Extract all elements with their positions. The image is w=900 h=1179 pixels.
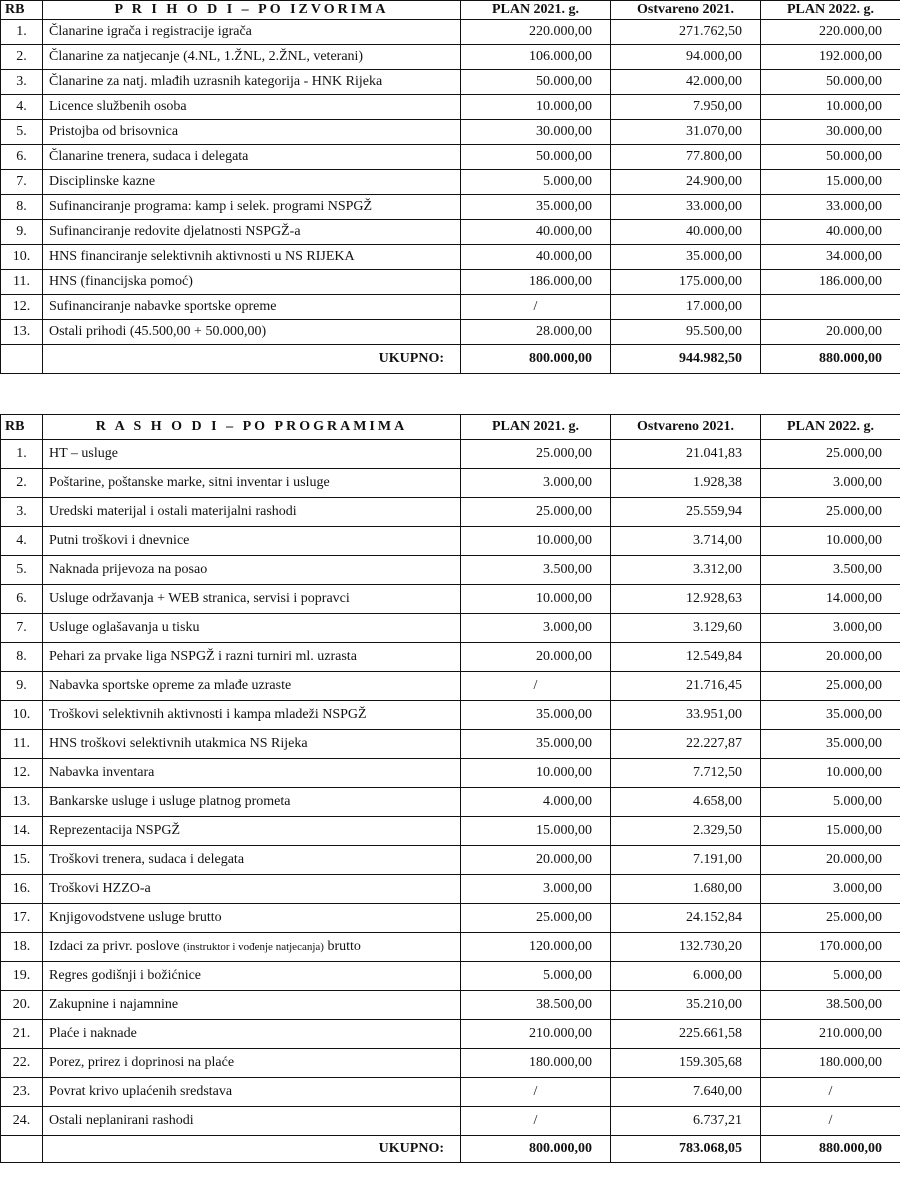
header-ostvareno2021: Ostvareno 2021. (611, 415, 761, 440)
cell-plan2022: 170.000,00 (761, 933, 900, 962)
cell-plan2021: / (461, 295, 611, 320)
cell-rb: 16. (1, 875, 43, 904)
description-main: Izdaci za privr. poslove (49, 939, 180, 954)
cell-ostvareno2021: 7.191,00 (611, 846, 761, 875)
cell-ostvareno2021: 132.730,20 (611, 933, 761, 962)
cell-plan2022: 10.000,00 (761, 95, 900, 120)
cell-description: Članarine igrača i registracije igrača (43, 20, 461, 45)
cell-description: HNS financiranje selektivnih aktivnosti u NS RIJEKA (43, 245, 461, 270)
table-row (1, 1107, 900, 1136)
cell-description: Ostali neplanirani rashodi (43, 1107, 461, 1136)
cell-rb: 2. (1, 45, 43, 70)
cell-plan2021: 40.000,00 (461, 245, 611, 270)
description-tail: brutto (327, 939, 361, 954)
prihodi-table (0, 0, 900, 374)
cell-description: Povrat krivo uplaćenih sredstava (43, 1078, 461, 1107)
cell-rb: 12. (1, 759, 43, 788)
cell-plan2021: 50.000,00 (461, 145, 611, 170)
cell-plan2021: 3.000,00 (461, 469, 611, 498)
cell-description: Knjigovodstvene usluge brutto (43, 904, 461, 933)
cell-plan2021: / (461, 1107, 611, 1136)
table-row (1, 788, 900, 817)
cell-plan2021: 35.000,00 (461, 730, 611, 759)
table-row (1, 527, 900, 556)
cell-description: Troškovi HZZO-a (43, 875, 461, 904)
header-title: R A S H O D I – PO PROGRAMIMA (43, 415, 461, 440)
cell-description: Reprezentacija NSPGŽ (43, 817, 461, 846)
cell-rb: 7. (1, 614, 43, 643)
cell-description: HT – usluge (43, 440, 461, 469)
cell-plan2021: 15.000,00 (461, 817, 611, 846)
cell-description: Troškovi trenera, sudaca i delegata (43, 846, 461, 875)
total-ostvareno2021: 783.068,05 (611, 1136, 761, 1163)
cell-plan2022: 25.000,00 (761, 672, 900, 701)
cell-rb: 15. (1, 846, 43, 875)
cell-ostvareno2021: 94.000,00 (611, 45, 761, 70)
cell-rb: 9. (1, 672, 43, 701)
cell-rb: 8. (1, 643, 43, 672)
cell-rb: 13. (1, 788, 43, 817)
cell-plan2022: 3.000,00 (761, 614, 900, 643)
cell-plan2022: 20.000,00 (761, 846, 900, 875)
cell-plan2022: 210.000,00 (761, 1020, 900, 1049)
cell-plan2022: 14.000,00 (761, 585, 900, 614)
cell-ostvareno2021: 77.800,00 (611, 145, 761, 170)
header-plan2021: PLAN 2021. g. (461, 1, 611, 20)
cell-plan2022: 30.000,00 (761, 120, 900, 145)
table-row (1, 469, 900, 498)
header-plan2022: PLAN 2022. g. (761, 1, 900, 20)
header-rb: RB (1, 1, 43, 20)
cell-plan2021: 10.000,00 (461, 527, 611, 556)
cell-plan2022: 10.000,00 (761, 759, 900, 788)
cell-ostvareno2021: 12.549,84 (611, 643, 761, 672)
cell-description: HNS (financijska pomoć) (43, 270, 461, 295)
cell-plan2022: 186.000,00 (761, 270, 900, 295)
cell-ostvareno2021: 225.661,58 (611, 1020, 761, 1049)
table-row (1, 817, 900, 846)
cell-ostvareno2021: 42.000,00 (611, 70, 761, 95)
cell-plan2021: 106.000,00 (461, 45, 611, 70)
cell-rb: 13. (1, 320, 43, 345)
table-row (1, 120, 900, 145)
table-row (1, 991, 900, 1020)
cell-ostvareno2021: 25.559,94 (611, 498, 761, 527)
cell-rb: 5. (1, 120, 43, 145)
cell-rb: 22. (1, 1049, 43, 1078)
cell-description: HNS troškovi selektivnih utakmica NS Rijeka (43, 730, 461, 759)
table-row (1, 270, 900, 295)
total-row (1, 1136, 900, 1163)
cell-rb: 12. (1, 295, 43, 320)
cell-ostvareno2021: 35.210,00 (611, 991, 761, 1020)
cell-plan2021: 186.000,00 (461, 270, 611, 295)
cell-rb: 17. (1, 904, 43, 933)
cell-ostvareno2021: 12.928,63 (611, 585, 761, 614)
table-row (1, 20, 900, 45)
cell-ostvareno2021: 35.000,00 (611, 245, 761, 270)
cell-plan2022: 192.000,00 (761, 45, 900, 70)
table-row (1, 1020, 900, 1049)
cell-rb: 10. (1, 701, 43, 730)
table-row (1, 846, 900, 875)
table-row (1, 875, 900, 904)
cell-plan2021: 120.000,00 (461, 933, 611, 962)
cell-plan2021: 30.000,00 (461, 120, 611, 145)
cell-plan2022: 220.000,00 (761, 20, 900, 45)
cell-plan2022: 15.000,00 (761, 817, 900, 846)
cell-description (43, 933, 461, 962)
header-plan2021: PLAN 2021. g. (461, 415, 611, 440)
table-row (1, 1078, 900, 1107)
cell-plan2021: 220.000,00 (461, 20, 611, 45)
total-ostvareno2021: 944.982,50 (611, 345, 761, 374)
cell-plan2022: 38.500,00 (761, 991, 900, 1020)
total-empty-cell (1, 1136, 43, 1163)
cell-description: Sufinanciranje programa: kamp i selek. programi NSPGŽ (43, 195, 461, 220)
cell-plan2022: 40.000,00 (761, 220, 900, 245)
header-title: P R I H O D I – PO IZVORIMA (43, 1, 461, 20)
cell-ostvareno2021: 17.000,00 (611, 295, 761, 320)
cell-plan2022: 3.000,00 (761, 469, 900, 498)
cell-rb: 3. (1, 70, 43, 95)
cell-description: Zakupnine i najamnine (43, 991, 461, 1020)
cell-plan2021: 4.000,00 (461, 788, 611, 817)
cell-plan2022: 5.000,00 (761, 962, 900, 991)
table-row (1, 70, 900, 95)
table-row (1, 45, 900, 70)
cell-plan2022: 34.000,00 (761, 245, 900, 270)
cell-plan2022: 35.000,00 (761, 701, 900, 730)
cell-ostvareno2021: 1.680,00 (611, 875, 761, 904)
cell-rb: 3. (1, 498, 43, 527)
table-row (1, 295, 900, 320)
cell-plan2021: 25.000,00 (461, 440, 611, 469)
table-row (1, 672, 900, 701)
cell-plan2022: 50.000,00 (761, 145, 900, 170)
cell-rb: 9. (1, 220, 43, 245)
table-row (1, 220, 900, 245)
cell-rb: 14. (1, 817, 43, 846)
table-row (1, 195, 900, 220)
table-row (1, 933, 900, 962)
cell-description: Sufinanciranje redovite djelatnosti NSPGŽ-a (43, 220, 461, 245)
cell-rb: 7. (1, 170, 43, 195)
cell-plan2022: 15.000,00 (761, 170, 900, 195)
cell-plan2021: 28.000,00 (461, 320, 611, 345)
cell-description: Naknada prijevoza na posao (43, 556, 461, 585)
cell-rb: 10. (1, 245, 43, 270)
cell-plan2022 (761, 295, 900, 320)
cell-plan2022: 5.000,00 (761, 788, 900, 817)
cell-rb: 23. (1, 1078, 43, 1107)
cell-ostvareno2021: 1.928,38 (611, 469, 761, 498)
cell-description: Članarine za natjecanje (4.NL, 1.ŽNL, 2.ŽNL, veterani) (43, 45, 461, 70)
cell-ostvareno2021: 33.951,00 (611, 701, 761, 730)
cell-ostvareno2021: 159.305,68 (611, 1049, 761, 1078)
cell-ostvareno2021: 24.152,84 (611, 904, 761, 933)
cell-plan2021: 5.000,00 (461, 170, 611, 195)
cell-rb: 19. (1, 962, 43, 991)
header-ostvareno2021: Ostvareno 2021. (611, 1, 761, 20)
cell-plan2021: 35.000,00 (461, 195, 611, 220)
cell-plan2021: / (461, 672, 611, 701)
cell-ostvareno2021: 22.227,87 (611, 730, 761, 759)
cell-plan2021: 50.000,00 (461, 70, 611, 95)
cell-ostvareno2021: 6.000,00 (611, 962, 761, 991)
cell-ostvareno2021: 24.900,00 (611, 170, 761, 195)
cell-description: Sufinanciranje nabavke sportske opreme (43, 295, 461, 320)
cell-description: Usluge oglašavanja u tisku (43, 614, 461, 643)
cell-plan2021: 25.000,00 (461, 904, 611, 933)
cell-plan2022: 180.000,00 (761, 1049, 900, 1078)
cell-plan2021: 5.000,00 (461, 962, 611, 991)
table-row (1, 1049, 900, 1078)
cell-ostvareno2021: 33.000,00 (611, 195, 761, 220)
cell-ostvareno2021: 2.329,50 (611, 817, 761, 846)
table-row (1, 145, 900, 170)
header-rb: RB (1, 415, 43, 440)
cell-plan2021: 180.000,00 (461, 1049, 611, 1078)
cell-plan2022: 25.000,00 (761, 498, 900, 527)
cell-plan2022: 35.000,00 (761, 730, 900, 759)
cell-plan2022: 25.000,00 (761, 904, 900, 933)
cell-description: Plaće i naknade (43, 1020, 461, 1049)
rashodi-header-row (1, 415, 900, 440)
table-row (1, 245, 900, 270)
cell-plan2022: 20.000,00 (761, 320, 900, 345)
cell-plan2022: 3.000,00 (761, 875, 900, 904)
cell-description: Poštarine, poštanske marke, sitni inventar i usluge (43, 469, 461, 498)
cell-rb: 21. (1, 1020, 43, 1049)
cell-rb: 24. (1, 1107, 43, 1136)
cell-description: Ostali prihodi (45.500,00 + 50.000,00) (43, 320, 461, 345)
cell-rb: 2. (1, 469, 43, 498)
cell-ostvareno2021: 3.714,00 (611, 527, 761, 556)
cell-plan2021: 3.500,00 (461, 556, 611, 585)
prihodi-header-row (1, 1, 900, 20)
cell-rb: 4. (1, 95, 43, 120)
cell-plan2021: / (461, 1078, 611, 1107)
cell-ostvareno2021: 40.000,00 (611, 220, 761, 245)
cell-description: Putni troškovi i dnevnice (43, 527, 461, 556)
header-plan2022: PLAN 2022. g. (761, 415, 900, 440)
cell-rb: 6. (1, 145, 43, 170)
cell-ostvareno2021: 7.950,00 (611, 95, 761, 120)
cell-rb: 6. (1, 585, 43, 614)
cell-description: Uredski materijal i ostali materijalni rashodi (43, 498, 461, 527)
total-label: UKUPNO: (43, 1136, 461, 1163)
cell-description: Bankarske usluge i usluge platnog prometa (43, 788, 461, 817)
cell-description: Regres godišnji i božićnice (43, 962, 461, 991)
cell-rb: 4. (1, 527, 43, 556)
cell-rb: 8. (1, 195, 43, 220)
cell-ostvareno2021: 175.000,00 (611, 270, 761, 295)
table-row (1, 962, 900, 991)
table-row (1, 170, 900, 195)
table-row (1, 320, 900, 345)
cell-plan2021: 3.000,00 (461, 875, 611, 904)
cell-rb: 11. (1, 270, 43, 295)
table-row (1, 904, 900, 933)
cell-plan2021: 40.000,00 (461, 220, 611, 245)
cell-plan2021: 10.000,00 (461, 585, 611, 614)
cell-description: Nabavka inventara (43, 759, 461, 788)
table-row (1, 759, 900, 788)
table-row (1, 440, 900, 469)
cell-ostvareno2021: 4.658,00 (611, 788, 761, 817)
cell-plan2022: / (761, 1078, 900, 1107)
cell-rb: 20. (1, 991, 43, 1020)
cell-rb: 18. (1, 933, 43, 962)
cell-ostvareno2021: 6.737,21 (611, 1107, 761, 1136)
cell-plan2021: 38.500,00 (461, 991, 611, 1020)
total-label: UKUPNO: (43, 345, 461, 374)
total-plan2022: 880.000,00 (761, 345, 900, 374)
cell-plan2022: 20.000,00 (761, 643, 900, 672)
rashodi-table (0, 414, 900, 1163)
cell-plan2022: 25.000,00 (761, 440, 900, 469)
cell-plan2022: 50.000,00 (761, 70, 900, 95)
cell-description: Usluge održavanja + WEB stranica, servisi i popravci (43, 585, 461, 614)
cell-ostvareno2021: 21.041,83 (611, 440, 761, 469)
cell-rb: 5. (1, 556, 43, 585)
cell-ostvareno2021: 21.716,45 (611, 672, 761, 701)
table-row (1, 498, 900, 527)
cell-description: Porez, prirez i doprinosi na plaće (43, 1049, 461, 1078)
cell-plan2022: 33.000,00 (761, 195, 900, 220)
cell-ostvareno2021: 95.500,00 (611, 320, 761, 345)
cell-rb: 1. (1, 20, 43, 45)
table-row (1, 643, 900, 672)
cell-description: Licence službenih osoba (43, 95, 461, 120)
cell-ostvareno2021: 3.129,60 (611, 614, 761, 643)
cell-ostvareno2021: 7.640,00 (611, 1078, 761, 1107)
cell-ostvareno2021: 7.712,50 (611, 759, 761, 788)
table-row (1, 701, 900, 730)
total-plan2021: 800.000,00 (461, 1136, 611, 1163)
total-row (1, 345, 900, 374)
description-note: (instruktor i vođenje natjecanja) (183, 941, 324, 953)
cell-ostvareno2021: 3.312,00 (611, 556, 761, 585)
table-row (1, 614, 900, 643)
cell-description: Članarine za natj. mlađih uzrasnih kategorija - HNK Rijeka (43, 70, 461, 95)
cell-description: Disciplinske kazne (43, 170, 461, 195)
cell-rb: 11. (1, 730, 43, 759)
cell-plan2021: 10.000,00 (461, 759, 611, 788)
total-empty-cell (1, 345, 43, 374)
cell-plan2021: 20.000,00 (461, 643, 611, 672)
cell-rb: 1. (1, 440, 43, 469)
cell-description: Troškovi selektivnih aktivnosti i kampa mladeži NSPGŽ (43, 701, 461, 730)
total-plan2022: 880.000,00 (761, 1136, 900, 1163)
total-plan2021: 800.000,00 (461, 345, 611, 374)
cell-description: Pristojba od brisovnica (43, 120, 461, 145)
table-row (1, 556, 900, 585)
cell-plan2021: 35.000,00 (461, 701, 611, 730)
cell-plan2022: 3.500,00 (761, 556, 900, 585)
table-row (1, 95, 900, 120)
cell-plan2021: 210.000,00 (461, 1020, 611, 1049)
cell-plan2021: 3.000,00 (461, 614, 611, 643)
cell-ostvareno2021: 271.762,50 (611, 20, 761, 45)
cell-description: Nabavka sportske opreme za mlađe uzraste (43, 672, 461, 701)
table-row (1, 585, 900, 614)
cell-plan2021: 10.000,00 (461, 95, 611, 120)
cell-plan2021: 25.000,00 (461, 498, 611, 527)
cell-description: Pehari za prvake liga NSPGŽ i razni turniri ml. uzrasta (43, 643, 461, 672)
cell-plan2021: 20.000,00 (461, 846, 611, 875)
cell-ostvareno2021: 31.070,00 (611, 120, 761, 145)
cell-description: Članarine trenera, sudaca i delegata (43, 145, 461, 170)
table-row (1, 730, 900, 759)
cell-plan2022: / (761, 1107, 900, 1136)
cell-plan2022: 10.000,00 (761, 527, 900, 556)
